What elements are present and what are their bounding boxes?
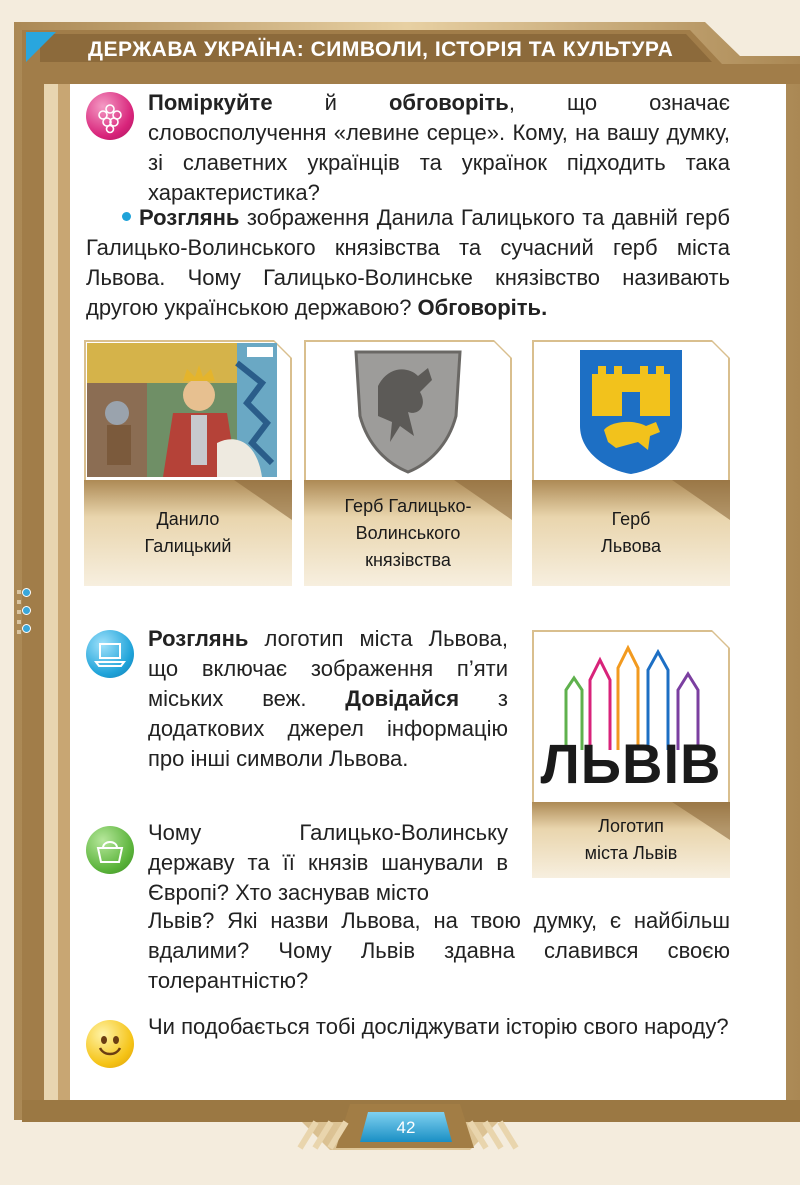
viburnum-icon [86, 92, 134, 140]
lviv-logo-text: ЛЬВІВ [540, 732, 722, 795]
section-questions-part2: Львів? Які назви Львова, на твою думку, є найбільш вдалими? Чому Львів здавна славився своєю толерантністю? [148, 908, 730, 993]
bullet-dot [122, 212, 131, 221]
section-examine: Розглянь зображення Данила Галицького та давній герб Галицько-Волинського князівства та сучасний герб міста Львова. Чому Галицько-Волинське князівство називають другою українською державою? Обговоріть. [86, 205, 730, 320]
danylo-picture [87, 343, 277, 477]
card-caption: Герб Галицько- Волинського князівства [344, 495, 472, 570]
card-caption: Данило Галицький [144, 509, 232, 556]
card-caption: Логотип міста Львів [584, 816, 678, 863]
side-dot [22, 588, 31, 597]
computer-icon [86, 630, 134, 678]
bold-find-out: Довідайся [345, 686, 460, 711]
smiley-icon [86, 1020, 134, 1068]
bold-discuss: обговоріть [388, 90, 509, 115]
page-number: 42 [396, 1118, 416, 1137]
section-reflect: Поміркуйте й обговоріть, що означає словосполучення «левине серце». Кому, на вашу думку, зі славетних українців та українок підходить така характеристика? [148, 90, 731, 205]
card-galician-coat [304, 340, 512, 586]
page-title: ДЕРЖАВА УКРАЇНА: СИМВОЛИ, ІСТОРІЯ ТА КУЛЬТУРА [88, 38, 674, 61]
bold-ponder: Поміркуйте [148, 90, 273, 115]
side-dot [22, 606, 31, 615]
section-logo: Розглянь логотип міста Львова, що включає зображення п’яти міських веж. Довідайся з додаткових джерел інформацію про інші символи Львова. [148, 626, 509, 771]
card-lviv-coat [532, 340, 730, 586]
lviv-coat-picture [576, 346, 686, 476]
basket-icon [86, 826, 134, 874]
bold-discuss-2: Обговоріть. [417, 295, 548, 320]
card-danylo [84, 340, 292, 586]
section-closing: Чи подобається тобі досліджувати історію свого народу? [148, 1014, 729, 1039]
section-questions-part1: Чому Галицько-Волинську державу та її князів шанували в Європі? Хто заснував місто [148, 820, 508, 905]
galician-coat-picture [348, 346, 468, 476]
side-dot [22, 624, 31, 633]
card-caption: Герб Львова [601, 509, 661, 556]
bold-examine: Розглянь [139, 205, 240, 230]
card-lviv-logo [532, 630, 730, 878]
bold-examine-2: Розглянь [148, 626, 249, 651]
